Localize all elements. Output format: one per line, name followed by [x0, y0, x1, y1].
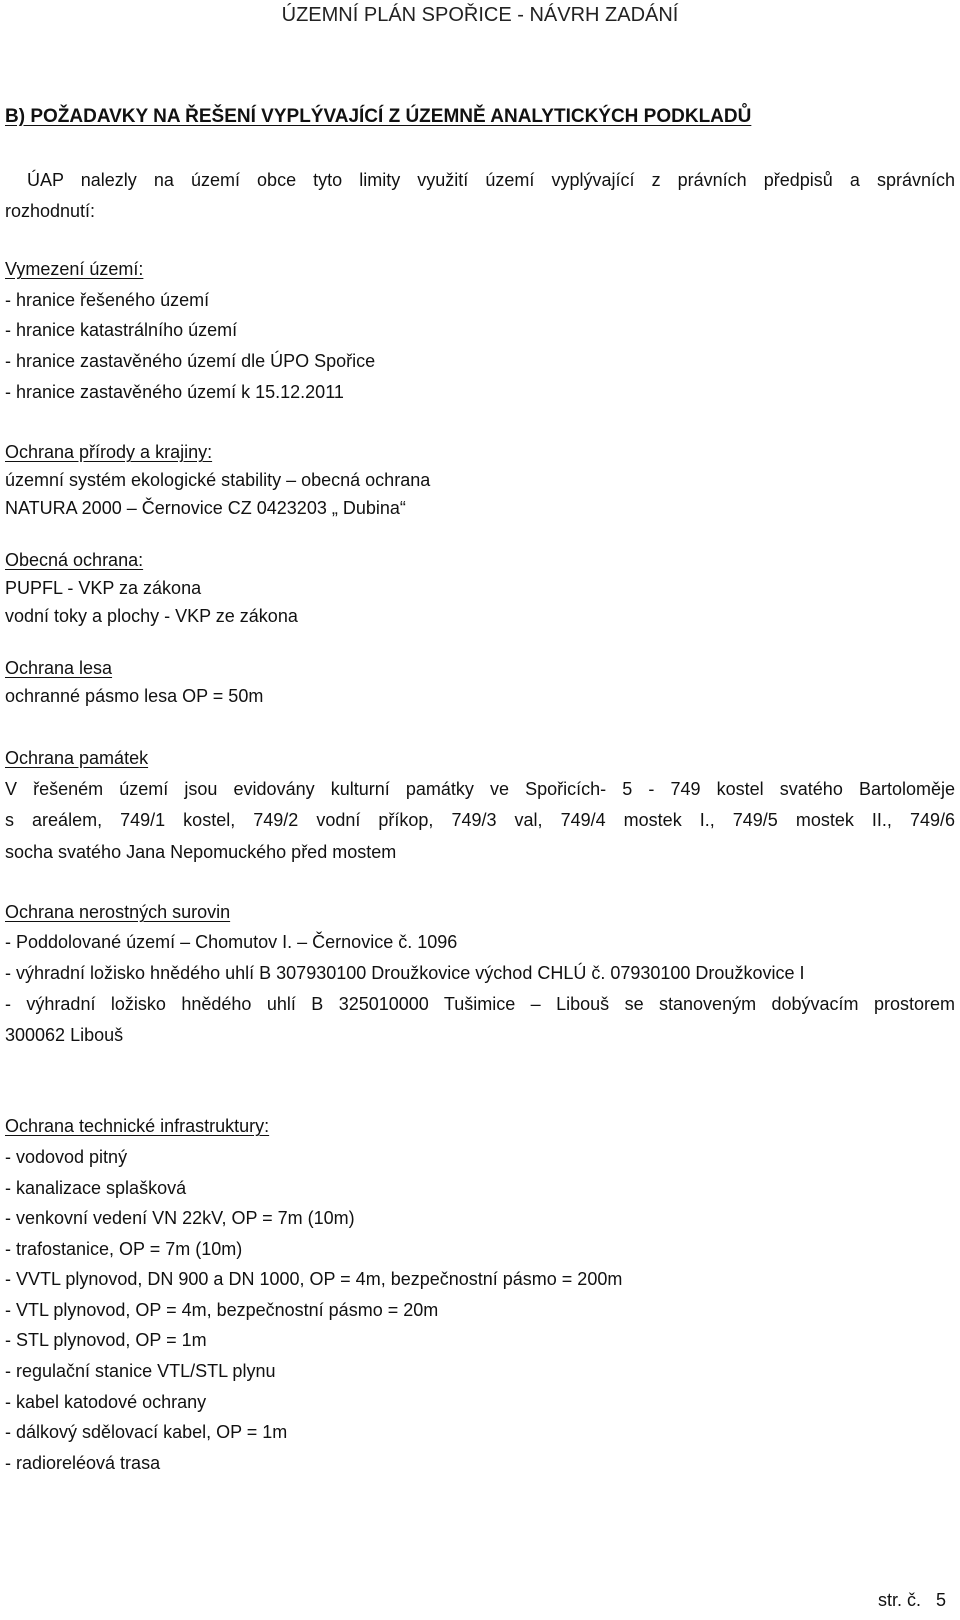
list-item: - VTL plynovod, OP = 4m, bezpečnostní pásmo = 20m	[5, 1300, 439, 1320]
list-item: územní systém ekologické stability – obecná ochrana	[5, 470, 431, 490]
list-item: - trafostanice, OP = 7m (10m)	[5, 1239, 243, 1259]
list-item: - hranice katastrálního území	[5, 320, 238, 340]
intro-line-2: rozhodnutí:	[5, 201, 96, 221]
list-item: - hranice zastavěného území k 15.12.2011	[5, 382, 344, 402]
list-item: 300062 Libouš	[5, 1025, 124, 1045]
pamatek-line-1: V řešeném území jsou evidovány kulturní památky ve Spořicích- 5 - 749 kostel svatého Bartoloměje	[5, 779, 955, 799]
list-item: - STL plynovod, OP = 1m	[5, 1330, 207, 1350]
list-item: PUPFL - VKP za zákona	[5, 578, 202, 598]
heading-obecna: Obecná ochrana:	[5, 550, 144, 570]
heading-lesa: Ochrana lesa	[5, 658, 113, 678]
list-item: - výhradní ložisko hnědého uhlí B 307930100 Droužkovice východ CHLÚ č. 07930100 Droužkovice I	[5, 963, 805, 983]
heading-priroda: Ochrana přírody a krajiny:	[5, 442, 213, 462]
list-item: - kanalizace splašková	[5, 1178, 187, 1198]
list-item: - venkovní vedení VN 22kV, OP = 7m (10m)	[5, 1208, 355, 1228]
list-item: - radioreléová trasa	[5, 1453, 161, 1473]
list-item: - kabel katodové ochrany	[5, 1392, 207, 1412]
list-item: - Poddolované území – Chomutov I. – Černovice č. 1096	[5, 932, 458, 952]
pamatek-line-2: s areálem, 749/1 kostel, 749/2 vodní příkop, 749/3 val, 749/4 mostek I., 749/5 mostek II., 749/6	[5, 810, 955, 830]
list-item: - výhradní ložisko hnědého uhlí B 325010000 Tušimice – Libouš se stanoveným dobývacím prostorem	[5, 994, 955, 1014]
list-item: - hranice zastavěného území dle ÚPO Spořice	[5, 351, 376, 371]
list-item: vodní toky a plochy - VKP ze zákona	[5, 606, 298, 626]
pamatek-line-3: socha svatého Jana Nepomuckého před mostem	[5, 842, 397, 862]
list-item: - vodovod pitný	[5, 1147, 128, 1167]
heading-pamatek: Ochrana památek	[5, 748, 149, 768]
list-item: ochranné pásmo lesa OP = 50m	[5, 686, 264, 706]
list-item: - hranice řešeného území	[5, 290, 210, 310]
list-item: - VVTL plynovod, DN 900 a DN 1000, OP = 4m, bezpečnostní pásmo = 200m	[5, 1269, 623, 1289]
page-header: ÚZEMNÍ PLÁN SPOŘICE - NÁVRH ZADÁNÍ	[281, 4, 679, 26]
heading-vymezeni: Vymezení území:	[5, 259, 144, 279]
page-number: str. č. 5	[877, 1590, 946, 1610]
list-item: - regulační stanice VTL/STL plynu	[5, 1361, 276, 1381]
intro-line-1: ÚAP nalezly na území obce tyto limity využití území vyplývající z právních předpisů a správních	[27, 170, 955, 190]
section-title: B) POŽADAVKY NA ŘEŠENÍ VYPLÝVAJÍCÍ Z ÚZEMNĚ ANALYTICKÝCH PODKLADŮ	[5, 106, 752, 127]
list-item: NATURA 2000 – Černovice CZ 0423203 „ Dubina“	[5, 498, 406, 518]
heading-surovin: Ochrana nerostných surovin	[5, 902, 231, 922]
heading-infrastruktura: Ochrana technické infrastruktury:	[5, 1116, 270, 1136]
list-item: - dálkový sdělovací kabel, OP = 1m	[5, 1422, 288, 1442]
